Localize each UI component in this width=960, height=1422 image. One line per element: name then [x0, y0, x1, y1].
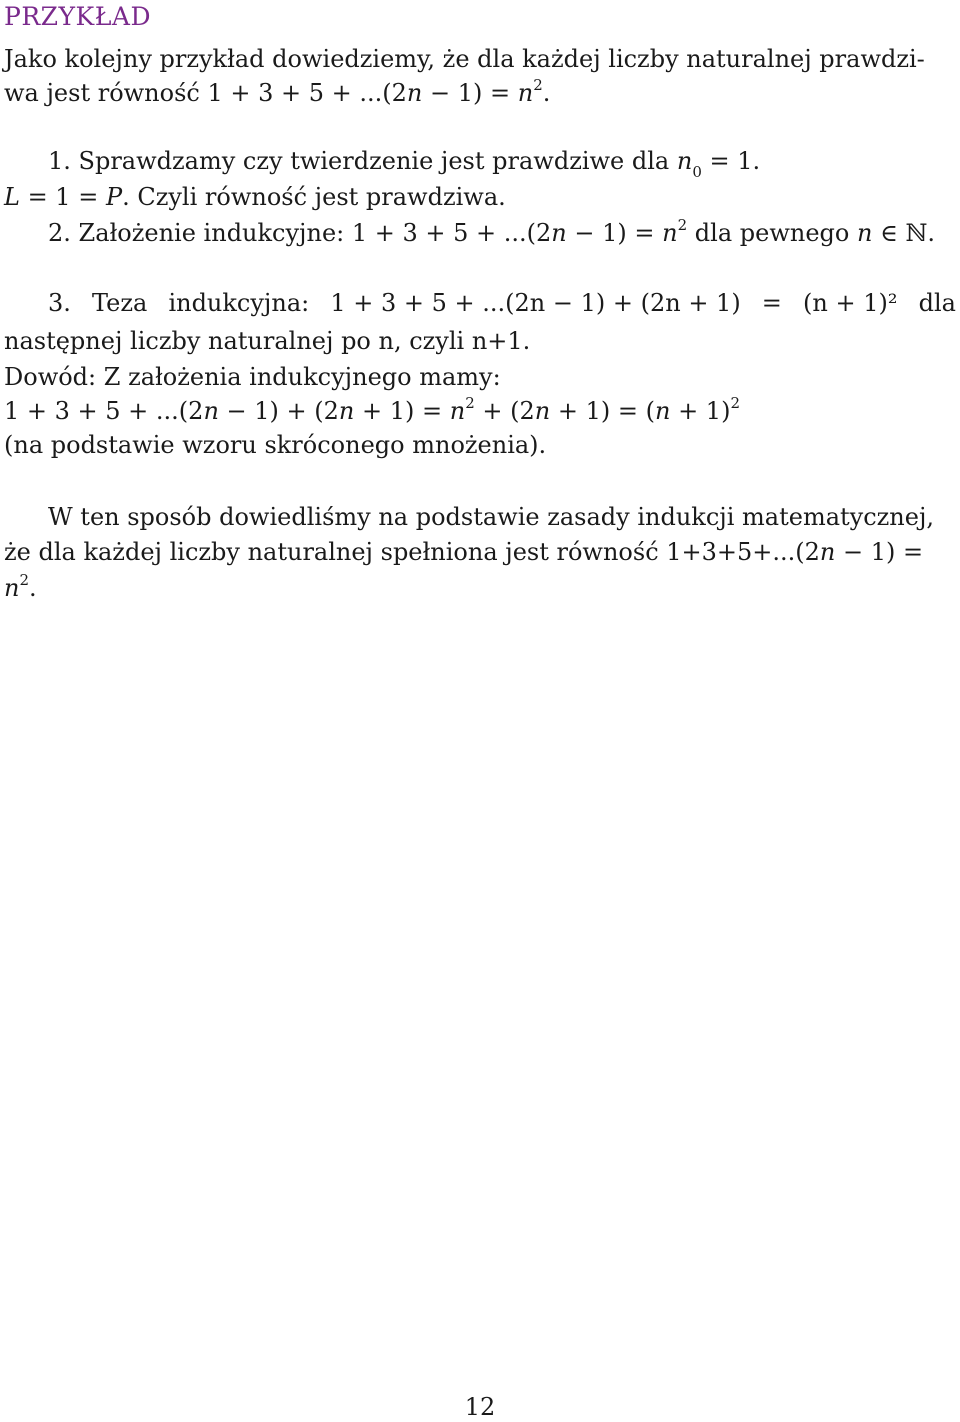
conclusion-line-1: W ten sposób dowiedliśmy na podstawie zasady indukcji matematycznej, — [48, 503, 935, 531]
conclusion-line-2: że dla każdej liczby naturalnej spełniona jest równość 1+3+5+...(2n − 1) = — [4, 538, 924, 566]
proof-label: Dowód: Z założenia indukcyjnego mamy: — [4, 363, 501, 391]
proof-note: (na podstawie wzoru skróconego mnożenia). — [4, 431, 547, 459]
section-heading: PRZYKŁAD — [4, 2, 152, 31]
step-2-line: 2. Założenie indukcyjne: $1 + 3 + 5 + ...(2n - 1) = n^2$ dla pewnego n ∈ ℕ. — [48, 216, 936, 247]
intro-line-1: Jako kolejny przykład dowiedziemy, że dla każdej liczby naturalnej prawdzi- — [4, 45, 925, 73]
intro-line-2: wa jest równość $1 + 3 + 5 + ...(2n - 1) = n^2$. — [4, 76, 551, 107]
page-number: 12 — [464, 1393, 496, 1421]
step-3-line-2: następnej liczby naturalnej po n, czyli n+1. — [4, 327, 531, 355]
document-page — [4, 0, 956, 1419]
step-1-check-line: L = 1 = P. Czyli równość jest prawdziwa. — [4, 183, 506, 211]
step-3-line-1: 3. Teza indukcyjna: 1 + 3 + 5 + ...(2n − 1) + (2n + 1) = (n + 1)² dla — [48, 289, 956, 317]
proof-equation: $1 + 3 + 5 + ...(2n - 1) + (2n + 1) = n^2 + (2n + 1) = (n + 1)^2$ — [4, 394, 740, 425]
step-1-line: 1. Sprawdzamy czy twierdzenie jest prawdziwe dla $n_0 = 1$. — [48, 147, 761, 181]
conclusion-line-3: $n^2$. — [4, 571, 37, 602]
